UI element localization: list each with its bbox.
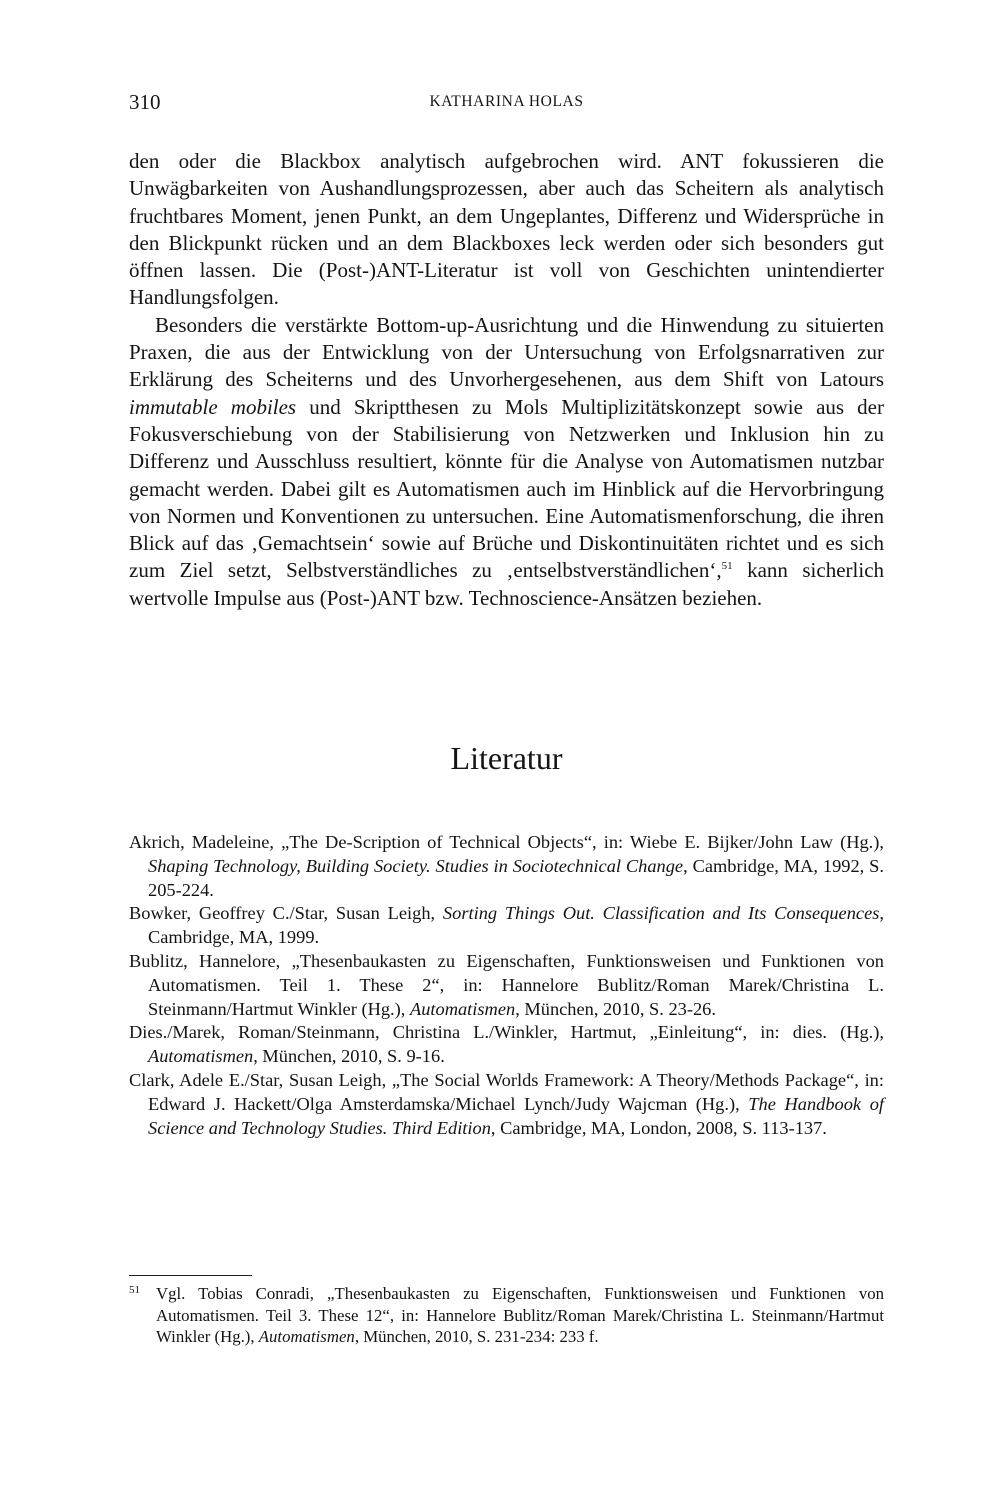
paragraph-2 <box>129 312 884 612</box>
bib-entry-suffix: , Cambridge, MA, 1992, S. 205-224. <box>148 855 884 900</box>
body-text <box>129 148 884 612</box>
bibliography-entry <box>129 1069 884 1140</box>
bib-entry-prefix: Clark, Adele E./Star, Susan Leigh, „The Social Worlds Framework: A Theory/Methods Package“, in: Edward J. Hackett/Olga Amsterdamska/Michael Lynch/Judy Wajcman (Hg.), <box>129 1069 884 1114</box>
footnote-separator-rule <box>129 1275 252 1276</box>
page-number: 310 <box>129 90 161 114</box>
bib-entry-suffix: , München, 2010, S. 9-16. <box>253 1046 445 1067</box>
footnote-51 <box>129 1283 884 1348</box>
paragraph-2-part-2: und Skriptthesen zu Mols Multiplizitätskonzept sowie aus der Fokusverschiebung von der Stabilisierung von Netzwerken und Inklusion hin zu Differenz und Ausschluss resultiert, könnte für die Analyse von Automatismen nutzbar gemacht werden. Dabei gilt es Automatismen auch im Hinblick auf die Hervorbringung von Normen und Konventionen zu untersuchen. Eine Automatismenforschung, die ihren Blick auf das ‚Gemachtsein‘ sowie auf Brüche und Diskontinuitäten richtet und es sich zum Ziel setzt, Selbstverständliches zu ‚entselbstverständlichen‘, <box>129 394 884 583</box>
footnote-marker: 51 <box>129 1284 140 1296</box>
paragraph-2-italic-term: immutable mobiles <box>129 394 297 419</box>
footnote-text-suffix: , München, 2010, S. 231-234: 233 f. <box>354 1327 599 1346</box>
bib-entry-suffix: , Cambridge, MA, 1999. <box>148 903 884 948</box>
footnote-reference[interactable]: 51 <box>721 560 733 573</box>
paragraph-1: den oder die Blackbox analytisch aufgebrochen wird. ANT fokussieren die Unwägbarkeiten von Aushandlungsprozessen, aber auch das Scheitern als analytisch fruchtbares Moment, jenen Punkt, an dem Ungeplantes, Differenz und Widersprüche in den Blickpunkt rücken und an dem Blackboxes leck werden oder sich besonders gut öffnen lassen. Die (Post-)ANT-Literatur ist voll von Geschichten unintendierter Handlungsfolgen. <box>129 149 884 310</box>
bib-entry-title: Shaping Technology, Building Society. Studies in Sociotechnical Change <box>148 855 684 876</box>
bibliography-entry <box>129 831 884 902</box>
bib-entry-prefix: Bublitz, Hannelore, „Thesenbaukasten zu Eigenschaften, Funktionsweisen und Funktionen von Automatismen. Teil 1. These 2“, in: Hannelore Bublitz/Roman Marek/​Christina L. Steinmann/Hartmut Winkler (Hg.), <box>129 950 884 1019</box>
bibliography-entry <box>129 950 884 1021</box>
bib-entry-title: The Handbook of Science and Technology Studies. Third Edition <box>148 1093 884 1138</box>
bib-entry-prefix: Bowker, Geoffrey C./Star, Susan Leigh, <box>129 903 443 924</box>
bib-entry-title: Sorting Things Out. Classification and Its Consequences <box>442 903 880 924</box>
paragraph-2-part-1: Besonders die verstärkte Bottom-up-Ausrichtung und die Hinwendung zu situierten Praxen, die aus der Entwicklung von der Untersuchung von Erfolgsnarrativen zur Erklärung des Scheiterns und des Unvorhergesehenen, aus dem Shift von Latours <box>129 312 884 392</box>
bib-entry-suffix: , München, 2010, S. 23-26. <box>515 998 716 1019</box>
bib-entry-prefix: Dies./Marek, Roman/Steinmann, Christina L./Winkler, Hartmut, „Einleitung“, in: dies. (Hg.), <box>129 1022 884 1043</box>
bib-entry-suffix: , Cambridge, MA, London, 2008, S. 113-137. <box>490 1117 827 1138</box>
bibliography-entry <box>129 902 884 950</box>
paragraph-2-part-3: kann sicherlich wertvolle Impulse aus (Post-)ANT bzw. Technoscience-Ansätzen beziehen. <box>129 558 885 610</box>
bib-entry-title: Automatismen <box>409 998 516 1019</box>
footnote-text-prefix: Vgl. Tobias Conradi, „Thesenbaukasten zu Eigenschaften, Funktionsweisen und Funktionen von Automatismen. Teil 3. These 12“, in: Hannelore Bublitz/Roman Marek/Christina L. Steinmann/Hartmut Winkler (Hg.), <box>156 1284 884 1346</box>
running-title-author: KATHARINA HOLAS <box>429 93 584 110</box>
section-heading-literatur: Literatur <box>450 740 563 776</box>
bibliography-list <box>129 831 884 1140</box>
running-header <box>129 90 884 116</box>
bibliography-entry <box>129 1021 884 1069</box>
footnote-title: Automatismen <box>258 1327 355 1346</box>
bib-entry-prefix: Akrich, Madeleine, „The De-Scription of Technical Objects“, in: Wiebe E. Bijker/John Law (Hg.), <box>129 832 884 852</box>
bib-entry-title: Automatismen <box>148 1046 254 1067</box>
